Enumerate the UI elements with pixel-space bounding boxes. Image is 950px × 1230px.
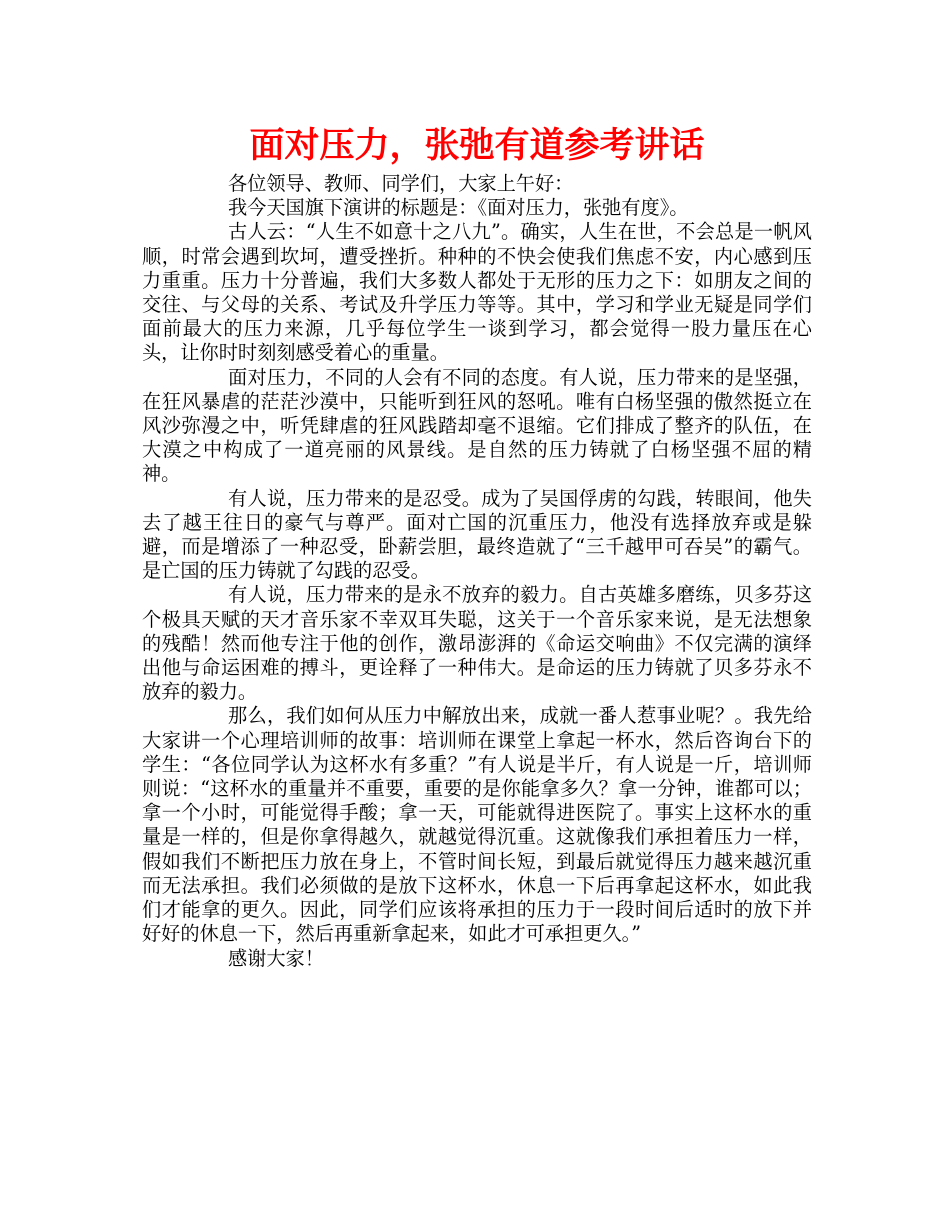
closing-paragraph: 感谢大家！ [228, 946, 324, 970]
body-paragraph: 有人说，压力带来的是忍受。成为了吴国俘虏的勾践，转眼间，他失去了越王往日的豪气与尊严。面对亡国的沉重压力，他没有选择放弃或是躲避，而是增添了一种忍受，卧薪尝胆，最终造就了“三千越甲可吞吴”的霸气。是亡国的压力铸就了勾践的忍受。 [142, 486, 812, 583]
document-title: 面对压力，张弛有道参考讲话 [249, 126, 705, 166]
body-paragraph: 有人说，压力带来的是永不放弃的毅力。自古英雄多磨练，贝多芬这个极具天赋的天才音乐家不幸双耳失聪，这关于一个音乐家来说，是无法想象的残酷！然而他专注于他的创作，激昂澎湃的《命运交响曲》不仅完满的演绎出他与命运困难的搏斗，更诠释了一种伟大。是命运的压力铸就了贝多芬永不放弃的毅力。 [142, 583, 812, 704]
document-body [142, 172, 812, 971]
body-paragraph: 那么，我们如何从压力中解放出来，成就一番人惹事业呢？。我先给大家讲一个心理培训师的故事：培训师在课堂上拿起一杯水，然后咨询台下的学生：“各位同学认为这杯水有多重？”有人说是半斤，有人说是一斤，培训师则说：“这杯水的重量并不重要，重要的是你能拿多久？拿一分钟，谁都可以；拿一个小时，可能觉得手酸；拿一天，可能就得进医院了。事实上这杯水的重量是一样的，但是你拿得越久，就越觉得沉重。这就像我们承担着压力一样，假如我们不断把压力放在身上，不管时间长短，到最后就觉得压力越来越沉重而无法承担。我们必须做的是放下这杯水，休息一下后再拿起这杯水，如此我们才能拿的更久。因此，同学们应该将承担的压力于一段时间后适时的放下并好好的休息一下，然后再重新拿起来，如此才可承担更久。” [142, 704, 812, 946]
intro-paragraph: 我今天国旗下演讲的标题是：《面对压力，张弛有度》。 [228, 196, 689, 220]
body-paragraph: 面对压力，不同的人会有不同的态度。有人说，压力带来的是坚强，在狂风暴虐的茫茫沙漠中，只能听到狂风的怒吼。唯有白杨坚强的傲然挺立在风沙弥漫之中，听凭肆虐的狂风践踏却毫不退缩。它们排成了整齐的队伍，在大漠之中构成了一道亮丽的风景线。是自然的压力铸就了白杨坚强不屈的精神。 [142, 365, 812, 486]
document-page [142, 122, 812, 971]
body-paragraph: 古人云：“人生不如意十之八九”。确实，人生在世，不会总是一帆风顺，时常会遇到坎坷，遭受挫折。种种的不快会使我们焦虑不安，内心感到压力重重。压力十分普遍，我们大多数人都处于无形的压力之下：如朋友之间的交往、与父母的关系、考试及升学压力等等。其中，学习和学业无疑是同学们面前最大的压力来源，几乎每位学生一谈到学习，都会觉得一股力量压在心头，让你时时刻刻感受着心的重量。 [142, 220, 812, 365]
greeting-paragraph: 各位领导、教师、同学们，大家上午好： [228, 172, 574, 195]
